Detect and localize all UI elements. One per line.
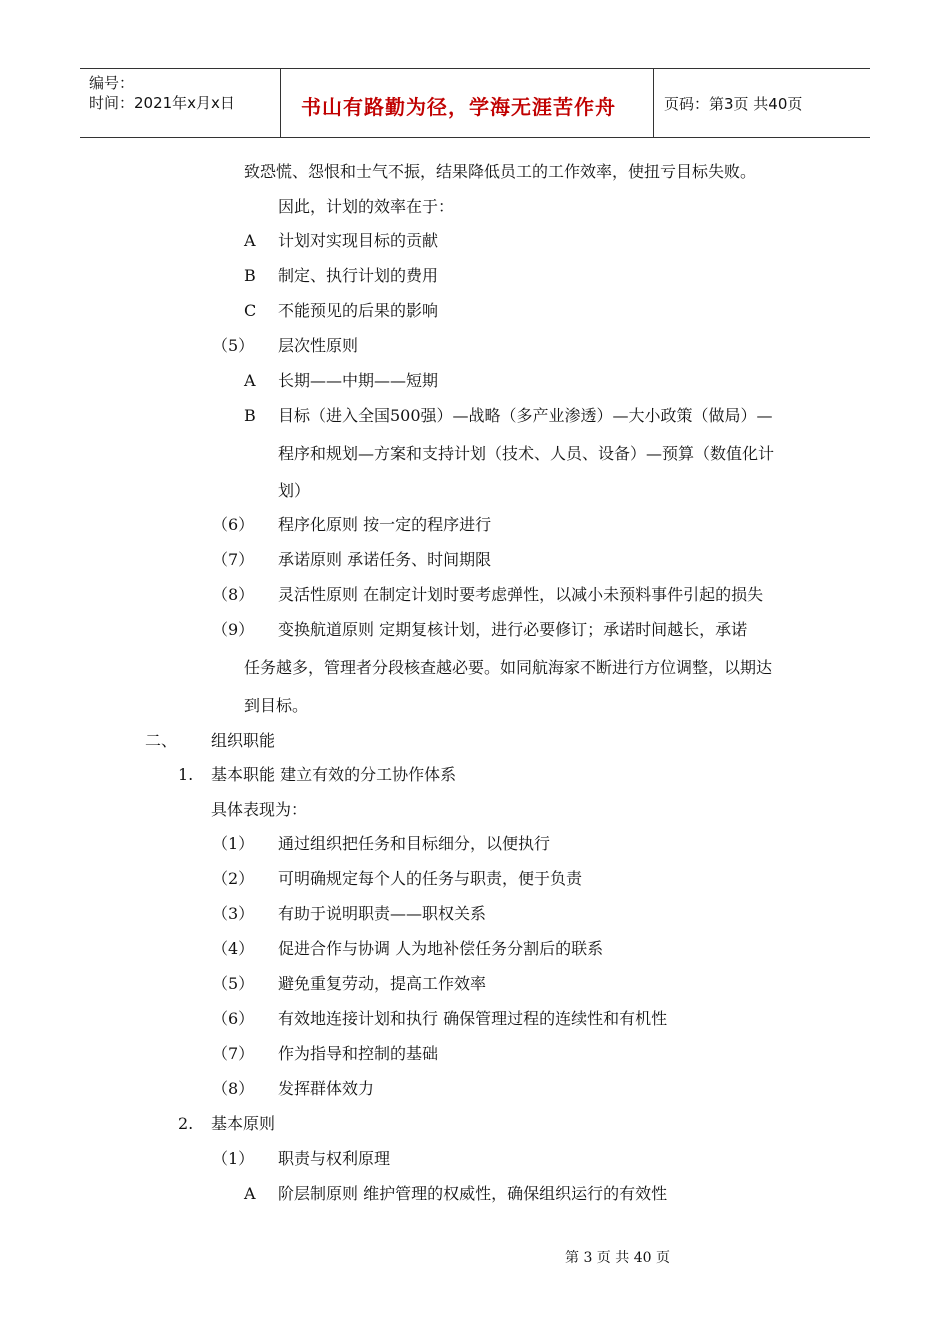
item-marker: C bbox=[244, 301, 257, 320]
text-line: 不能预见的后果的影响 bbox=[278, 301, 439, 320]
item-marker: B bbox=[244, 266, 256, 285]
text-line: 阶层制原则 维护管理的权威性，确保组织运行的有效性 bbox=[278, 1184, 668, 1203]
item-marker: （7） bbox=[212, 1044, 255, 1063]
item-marker: （5） bbox=[212, 974, 255, 993]
item-marker: （5） bbox=[212, 336, 255, 355]
text-line: 到目标。 bbox=[244, 696, 309, 715]
header-motto: 书山有路勤为径，学海无涯苦作舟 bbox=[301, 95, 616, 119]
header-info-cell bbox=[80, 69, 281, 137]
text-line: 因此，计划的效率在于： bbox=[278, 197, 455, 216]
text-line: 计划对实现目标的贡献 bbox=[278, 231, 439, 250]
item-marker: A bbox=[244, 371, 256, 390]
text-line: 有助于说明职责——职权关系 bbox=[278, 904, 487, 923]
item-marker: （7） bbox=[212, 550, 255, 569]
text-line: 通过组织把任务和目标细分，以便执行 bbox=[278, 834, 551, 853]
item-marker: A bbox=[244, 231, 256, 250]
text-line: 具体表现为： bbox=[211, 800, 308, 819]
item-marker: （3） bbox=[212, 904, 255, 923]
text-line: 发挥群体效力 bbox=[278, 1079, 375, 1098]
item-marker: B bbox=[244, 406, 256, 425]
text-line: 作为指导和控制的基础 bbox=[278, 1044, 439, 1063]
item-marker: （6） bbox=[212, 1009, 255, 1028]
header-page-cell bbox=[654, 69, 870, 137]
text-line: 基本原则 bbox=[211, 1114, 276, 1133]
text-line: 可明确规定每个人的任务与职责，便于负责 bbox=[278, 869, 583, 888]
text-line: 层次性原则 bbox=[278, 336, 359, 355]
text-line: 基本职能 建立有效的分工协作体系 bbox=[211, 765, 457, 784]
page-footer: 第 3 页 共 40 页 bbox=[565, 1250, 670, 1266]
section-marker: 二、 bbox=[145, 731, 178, 750]
text-line: 程序和规划—方案和支持计划（技术、人员、设备）—预算（数值化计 bbox=[278, 444, 775, 463]
section-heading: 组织职能 bbox=[211, 731, 276, 750]
item-marker: （6） bbox=[212, 515, 255, 534]
text-line: 承诺原则 承诺任务、时间期限 bbox=[278, 550, 492, 569]
text-line: 任务越多，管理者分段核查越必要。如同航海家不断进行方位调整，以期达 bbox=[244, 658, 773, 677]
item-marker: 1. bbox=[178, 765, 194, 784]
text-line: 促进合作与协调 人为地补偿任务分割后的联系 bbox=[278, 939, 604, 958]
header-time-label: 时间：2021年x月x日 bbox=[89, 94, 235, 112]
item-marker: （9） bbox=[212, 620, 255, 639]
text-line: 有效地连接计划和执行 确保管理过程的连续性和有机性 bbox=[278, 1009, 668, 1028]
item-marker: （1） bbox=[212, 1149, 255, 1168]
page-header bbox=[80, 68, 870, 138]
item-marker: （4） bbox=[212, 939, 255, 958]
text-line: 目标（进入全国500强）—战略（多产业渗透）—大小政策（做局）— bbox=[278, 406, 773, 425]
item-marker: （2） bbox=[212, 869, 255, 888]
text-line: 职责与权利原理 bbox=[278, 1149, 391, 1168]
item-marker: （1） bbox=[212, 834, 255, 853]
text-line: 划） bbox=[278, 481, 311, 500]
text-line: 灵活性原则 在制定计划时要考虑弹性，以减小未预料事件引起的损失 bbox=[278, 585, 764, 604]
text-line: 制定、执行计划的费用 bbox=[278, 266, 439, 285]
item-marker: （8） bbox=[212, 585, 255, 604]
item-marker: A bbox=[244, 1184, 256, 1203]
text-line: 程序化原则 按一定的程序进行 bbox=[278, 515, 492, 534]
text-line: 避免重复劳动，提高工作效率 bbox=[278, 974, 487, 993]
text-line: 长期——中期——短期 bbox=[278, 371, 439, 390]
header-motto-cell bbox=[281, 69, 654, 137]
text-line: 变换航道原则 定期复核计划，进行必要修订；承诺时间越长，承诺 bbox=[278, 620, 748, 639]
header-page-code: 页码：第3页 共40页 bbox=[664, 95, 803, 113]
item-marker: 2. bbox=[178, 1114, 194, 1133]
item-marker: （8） bbox=[212, 1079, 255, 1098]
header-number-label: 编号： bbox=[89, 74, 135, 92]
text-line: 致恐慌、怨恨和士气不振，结果降低员工的工作效率，使扭亏目标失败。 bbox=[244, 162, 757, 181]
